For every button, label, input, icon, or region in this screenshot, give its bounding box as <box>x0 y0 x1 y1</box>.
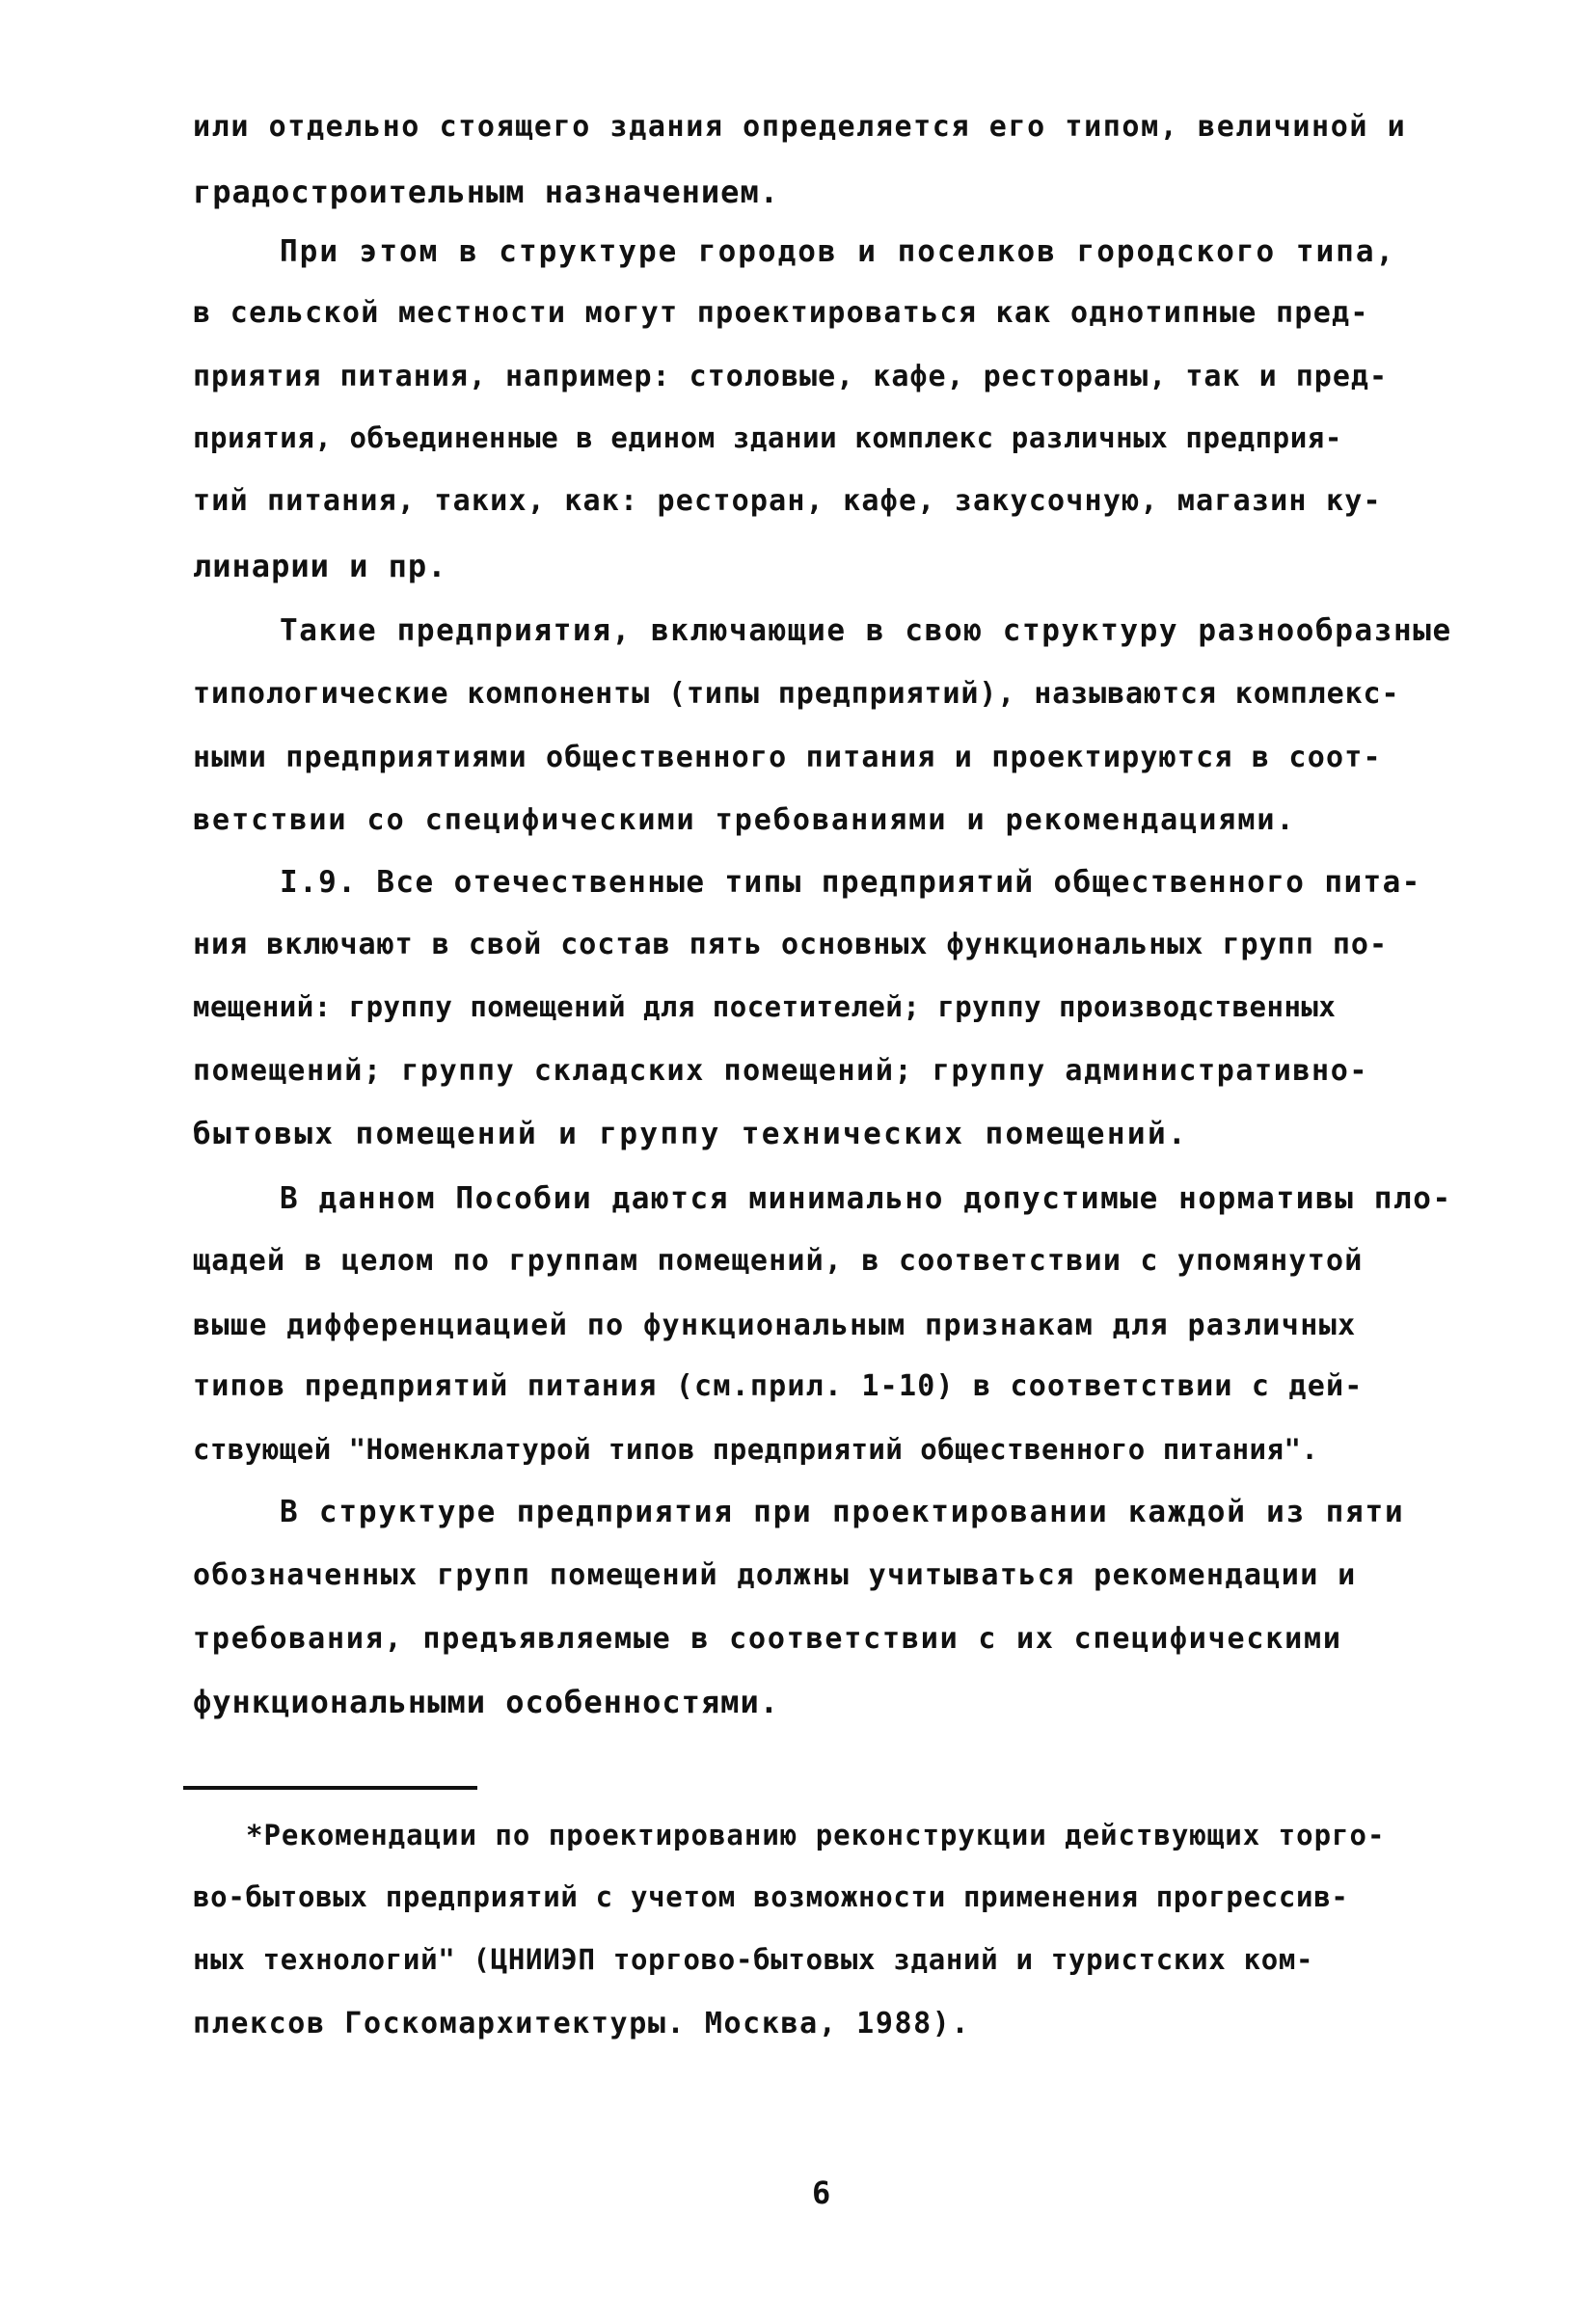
text-line: ными предприятиями общественного питания и проектируются в соот- <box>193 741 1382 774</box>
text-line: типологические компоненты (типы предприятий), называются комплекс- <box>193 677 1400 711</box>
text-line: помещений; группу складских помещений; группу административно- <box>193 1054 1369 1088</box>
text-line: тий питания, таких, как: ресторан, кафе, закусочную, магазин ку- <box>193 484 1382 518</box>
text-line: приятия питания, например: столовые, кафе, рестораны, так и пред- <box>193 360 1388 393</box>
text-line: В структуре предприятия при проектировании каждой из пяти <box>280 1495 1405 1529</box>
footnote-line: *Рекомендации по проектированию реконструкции действующих торго- <box>246 1819 1386 1851</box>
text-line: или отдельно стоящего здания определяется его типом, величиной и <box>193 110 1407 144</box>
footnote-line: во-бытовых предприятий с учетом возможности применения прогрессив- <box>193 1880 1349 1913</box>
footnote-separator <box>183 1786 477 1790</box>
text-line: бытовых помещений и группу технических помещений. <box>193 1117 1189 1151</box>
text-line: ния включают в свой состав пять основных функциональных групп по- <box>193 928 1388 961</box>
text-line: линарии и пр. <box>193 548 447 584</box>
text-line: градостроительным назначением. <box>193 174 779 210</box>
text-line: типов предприятий питания (см.прил. 1-10) в соответствии с дей- <box>193 1369 1364 1403</box>
text-line: в сельской местности могут проектироваться как однотипные пред- <box>193 296 1369 330</box>
text-line: В данном Пособии даются минимально допустимые нормативы пло- <box>280 1181 1452 1216</box>
text-line: ствующей "Номенклатурой типов предприятий общественного питания". <box>193 1433 1319 1466</box>
text-line: ветствии со специфическими требованиями и рекомендациями. <box>193 803 1296 837</box>
text-line: мещений: группу помещений для посетителей; группу производственных <box>193 990 1337 1023</box>
text-line: обозначенных групп помещений должны учитываться рекомендации и <box>193 1558 1357 1592</box>
text-line: щадей в целом по группам помещений, в соответствии с упомянутой <box>193 1244 1364 1278</box>
footnote-line: плексов Госкомархитектуры. Москва, 1988). <box>193 2007 971 2040</box>
text-line: требования, предъявляемые в соответствии с их специфическими <box>193 1622 1342 1656</box>
text-line: выше дифференциацией по функциональным признакам для различных <box>193 1309 1357 1342</box>
text-line: приятия, объединенные в едином здании комплекс различных предприя- <box>193 421 1342 454</box>
text-line: функциональными особенностями. <box>193 1684 779 1720</box>
page-number: 6 <box>812 2175 832 2211</box>
text-line: Такие предприятия, включающие в свою структуру разнообразные <box>280 613 1452 648</box>
footnote-line: ных технологий" (ЦНИИЭП торгово-бытовых зданий и туристских ком- <box>193 1943 1314 1976</box>
text-line: I.9. Все отечественные типы предприятий общественного пита- <box>280 865 1421 900</box>
text-line: При этом в структуре городов и поселков городского типа, <box>280 234 1396 269</box>
